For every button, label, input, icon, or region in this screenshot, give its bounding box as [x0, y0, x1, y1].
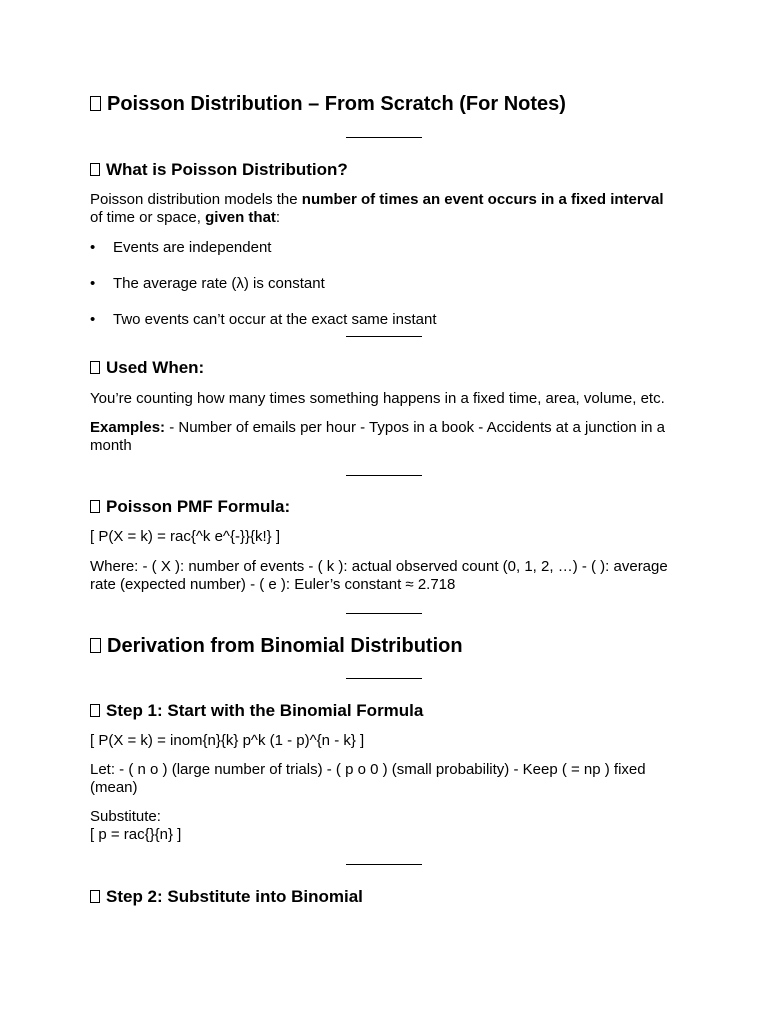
emoji-placeholder-icon	[90, 500, 100, 513]
pmf-formula: [ P(X = k) = rac{^k e^{-}}{k!} ]	[90, 528, 281, 545]
substitute-paragraph: Substitute: [ p = rac{}{n} ]	[90, 808, 182, 843]
list-item: • The average rate (λ) is constant	[90, 275, 437, 311]
document-title: Poisson Distribution – From Scratch (For Notes)	[90, 93, 566, 116]
pmf-where-paragraph: Where: - ( X ): number of events - ( k ): actual observed count (0, 1, 2, …) - ( ): average rate (expected number) - ( e ): Euler’s constant ≈ 2.718	[90, 558, 668, 593]
emoji-placeholder-icon	[90, 361, 100, 374]
section-heading-step-1: Step 1: Start with the Binomial Formula	[90, 701, 423, 721]
let-paragraph: Let: - ( n o ) (large number of trials) - ( p o 0 ) (small probability) - Keep ( = np ) fixed (mean)	[90, 761, 646, 796]
section-heading-step-2: Step 2: Substitute into Binomial	[90, 887, 363, 907]
horizontal-rule	[346, 678, 422, 679]
list-item: • Events are independent	[90, 239, 437, 275]
emoji-placeholder-icon	[90, 638, 101, 653]
horizontal-rule	[346, 613, 422, 614]
section-heading-pmf: Poisson PMF Formula:	[90, 497, 290, 517]
section-heading-derivation: Derivation from Binomial Distribution	[90, 635, 463, 658]
list-item: • Two events can’t occur at the exact same instant	[90, 311, 437, 347]
emoji-placeholder-icon	[90, 163, 100, 176]
horizontal-rule	[346, 475, 422, 476]
used-when-paragraph: You’re counting how many times something happens in a fixed time, area, volume, etc.	[90, 390, 665, 407]
definition-paragraph: Poisson distribution models the number of times an event occurs in a fixed interval of time or space, given that:	[90, 191, 664, 226]
emoji-placeholder-icon	[90, 890, 100, 903]
horizontal-rule	[346, 137, 422, 138]
horizontal-rule	[346, 864, 422, 865]
examples-paragraph: Examples: - Number of emails per hour - Typos in a book - Accidents at a junction in a month	[90, 419, 666, 454]
binomial-formula: [ P(X = k) = inom{n}{k} p^k (1 - p)^{n - k} ]	[90, 732, 365, 749]
emoji-placeholder-icon	[90, 96, 101, 111]
emoji-placeholder-icon	[90, 704, 100, 717]
conditions-list	[90, 239, 437, 347]
section-heading-what-is: What is Poisson Distribution?	[90, 160, 348, 180]
horizontal-rule	[346, 336, 422, 337]
section-heading-used-when: Used When:	[90, 358, 204, 378]
